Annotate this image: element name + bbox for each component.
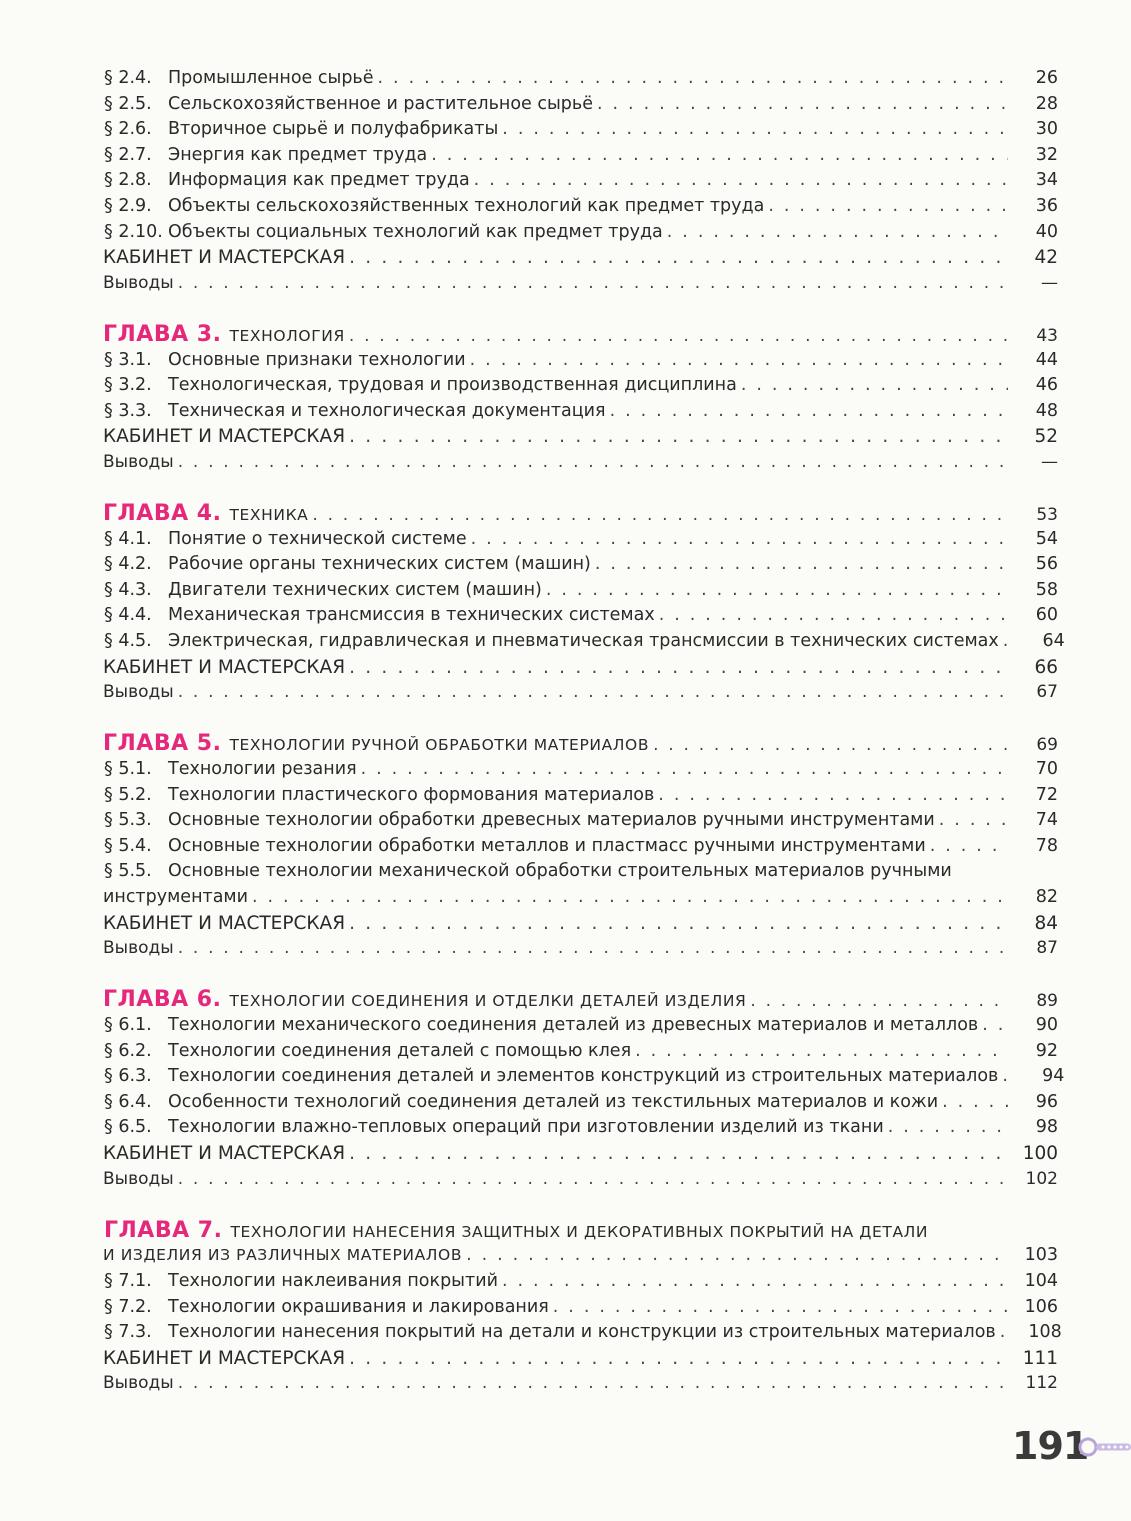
toc-page-number: 70 xyxy=(1035,759,1058,780)
section-title: Основные технологии обработки древесных материалов ручными инструментами xyxy=(168,810,935,831)
toc-cabinet-row[interactable] xyxy=(103,424,1058,450)
toc-entry[interactable] xyxy=(103,117,1058,143)
section-number: § 4.3. xyxy=(104,579,152,600)
toc-page-number: 60 xyxy=(1035,605,1058,626)
section-number: § 3.2. xyxy=(104,375,152,396)
table-of-contents xyxy=(103,66,1065,1397)
chapter-title: ТЕХНИКА xyxy=(229,506,309,525)
section-title: Объекты сельскохозяйственных технологий как предмет труда xyxy=(168,195,765,216)
section-title: Технологии окрашивания и лакирования xyxy=(168,1296,549,1317)
toc-entry[interactable] xyxy=(103,578,1058,604)
toc-page-number: 78 xyxy=(1035,835,1058,856)
section-title: Механическая трансмиссия в технических системах xyxy=(168,605,655,626)
section-title: Основные технологии обработки металлов и пластмасс ручными инструментами xyxy=(168,835,926,856)
chapter-title: ТЕХНОЛОГИИ НАНЕСЕНИЯ ЗАЩИТНЫХ И ДЕКОРАТИВНЫХ ПОКРЫТИЙ НА ДЕТАЛИ xyxy=(230,1222,929,1241)
toc-page-number: 92 xyxy=(1035,1040,1058,1061)
toc-page-number: 44 xyxy=(1035,349,1058,370)
toc-entry[interactable] xyxy=(103,1064,1065,1090)
toc-entry[interactable] xyxy=(103,1269,1058,1295)
section-title: Понятие о технической системе xyxy=(168,528,467,549)
toc-cabinet-row[interactable] xyxy=(103,1141,1058,1167)
toc-page-number: 66 xyxy=(1034,656,1058,678)
chapter-label: ГЛАВА 6. xyxy=(103,987,222,1013)
toc-cabinet-title: КАБИНЕТ И МАСТЕРСКАЯ xyxy=(103,1142,346,1164)
section-number: § 2.10. xyxy=(104,221,163,242)
toc-entry[interactable] xyxy=(103,194,1058,220)
toc-page-number: 89 xyxy=(1036,991,1058,1012)
chapter-label: ГЛАВА 4. xyxy=(103,501,222,527)
toc-summary-title: Выводы xyxy=(103,272,174,293)
toc-page-number: 42 xyxy=(1034,247,1058,269)
toc-page-number: 53 xyxy=(1036,505,1058,526)
toc-entry[interactable] xyxy=(103,603,1058,629)
toc-entry[interactable] xyxy=(103,1295,1058,1321)
corner-decoration-icon xyxy=(1077,1436,1131,1458)
toc-entry[interactable] xyxy=(103,348,1058,374)
toc-entry[interactable] xyxy=(103,1039,1058,1065)
toc-entry[interactable] xyxy=(103,757,1058,783)
section-number: § 5.3. xyxy=(104,810,152,831)
toc-entry[interactable] xyxy=(103,808,1058,834)
section-number: § 4.1. xyxy=(104,528,152,549)
toc-page-number: 82 xyxy=(1035,887,1058,907)
toc-entry-5-5-line2[interactable] xyxy=(103,885,1058,911)
toc-page-number: 46 xyxy=(1035,375,1058,396)
section-number: § 6.4. xyxy=(104,1091,152,1112)
chapter-title: ТЕХНОЛОГИИ РУЧНОЙ ОБРАБОТКИ МАТЕРИАЛОВ xyxy=(229,736,650,755)
section-number: § 2.8. xyxy=(104,170,152,191)
chapter-title: ТЕХНОЛОГИЯ xyxy=(229,326,345,345)
toc-page-number: — xyxy=(1041,272,1058,293)
section-number: § 5.2. xyxy=(104,784,152,805)
toc-entry[interactable] xyxy=(103,1090,1058,1116)
section-number: § 6.3. xyxy=(104,1066,152,1087)
section-title: Техническая и технологическая документация xyxy=(168,400,606,421)
toc-entry[interactable] xyxy=(103,373,1058,399)
toc-entry[interactable] xyxy=(103,66,1058,92)
toc-chapter-7-line2[interactable] xyxy=(103,1243,1058,1269)
section-number: § 5.1. xyxy=(104,759,152,780)
toc-page-number: 96 xyxy=(1035,1091,1058,1112)
toc-summary-row[interactable] xyxy=(103,450,1058,476)
toc-chapter-5[interactable] xyxy=(103,731,1058,757)
toc-entry[interactable] xyxy=(103,527,1058,553)
section-title: Вторичное сырьё и полуфабрикаты xyxy=(168,119,499,140)
toc-cabinet-title: КАБИНЕТ И МАСТЕРСКАЯ xyxy=(103,656,346,678)
chapter-title-continued: И ИЗДЕЛИЯ ИЗ РАЗЛИЧНЫХ МАТЕРИАЛОВ xyxy=(103,1246,463,1265)
section-number: § 4.5. xyxy=(104,631,152,652)
section-title: Информация как предмет труда xyxy=(168,170,470,191)
section-title: Технологии соединения деталей с помощью клея xyxy=(168,1040,632,1061)
section-title: Промышленное сырьё xyxy=(168,68,374,88)
chapter-title: ТЕХНОЛОГИИ СОЕДИНЕНИЯ И ОТДЕЛКИ ДЕТАЛЕЙ ИЗДЕЛИЯ xyxy=(229,992,747,1011)
section-title: Основные признаки технологии xyxy=(168,349,466,370)
toc-page-number: 40 xyxy=(1035,221,1058,242)
toc-entry[interactable] xyxy=(103,220,1058,246)
toc-page-number: 52 xyxy=(1034,426,1058,448)
toc-entry[interactable] xyxy=(103,834,1058,860)
section-number: § 4.2. xyxy=(104,554,152,575)
toc-page-number: 43 xyxy=(1036,325,1058,346)
toc-entry[interactable] xyxy=(103,92,1058,118)
toc-summary-row[interactable] xyxy=(103,271,1058,297)
section-number: § 6.1. xyxy=(104,1014,152,1035)
toc-page-number: 64 xyxy=(1042,631,1065,652)
toc-summary-row[interactable] xyxy=(103,1167,1058,1193)
toc-page-number: 100 xyxy=(1022,1142,1058,1164)
toc-cabinet-row[interactable] xyxy=(103,1346,1058,1372)
section-title: Рабочие органы технических систем (машин) xyxy=(168,554,591,575)
section-title: Технологии механического соединения деталей из древесных материалов и металлов xyxy=(168,1014,979,1035)
section-title: Технологии пластического формования материалов xyxy=(168,784,655,805)
section-number: § 2.5. xyxy=(104,93,152,114)
toc-cabinet-row[interactable] xyxy=(103,245,1058,271)
section-number: § 2.6. xyxy=(104,119,152,140)
toc-page-number: 48 xyxy=(1035,400,1058,421)
toc-entry[interactable] xyxy=(103,168,1058,194)
toc-page-number: 74 xyxy=(1035,810,1058,831)
toc-cabinet-title: КАБИНЕТ И МАСТЕРСКАЯ xyxy=(103,247,346,269)
section-title: Двигатели технических систем (машин) xyxy=(168,579,542,600)
toc-chapter-7-line1[interactable] xyxy=(103,1218,1058,1244)
section-title: Технологии влажно-тепловых операций при изготовлении изделий из ткани xyxy=(168,1117,884,1138)
toc-entry[interactable] xyxy=(103,1320,1062,1346)
section-title: Электрическая, гидравлическая и пневматическая трансмиссии в технических системах xyxy=(168,631,999,652)
toc-page-number: 58 xyxy=(1035,579,1058,600)
toc-page-number: 106 xyxy=(1024,1296,1058,1317)
toc-page-number: 54 xyxy=(1035,528,1058,549)
toc-chapter-4[interactable] xyxy=(103,501,1058,527)
toc-page-number: 36 xyxy=(1035,195,1058,216)
toc-page-number: 108 xyxy=(1028,1322,1062,1343)
section-number: § 3.3. xyxy=(104,400,152,421)
toc-entry[interactable] xyxy=(103,552,1058,578)
toc-summary-row[interactable] xyxy=(103,1371,1058,1397)
toc-page-number: 67 xyxy=(1036,682,1058,703)
toc-cabinet-row[interactable] xyxy=(103,911,1058,937)
toc-entry[interactable] xyxy=(103,629,1065,655)
toc-cabinet-title: КАБИНЕТ И МАСТЕРСКАЯ xyxy=(103,1347,346,1369)
toc-entry[interactable] xyxy=(103,1115,1058,1141)
toc-page-number: 34 xyxy=(1035,170,1058,191)
toc-entry-5-5-line1[interactable] xyxy=(103,859,1058,885)
toc-page-number: 30 xyxy=(1035,119,1058,140)
toc-page-number: 84 xyxy=(1034,912,1058,934)
toc-page-number: 26 xyxy=(1035,68,1058,88)
section-number: § 6.2. xyxy=(104,1040,152,1061)
section-number: § 2.7. xyxy=(104,144,152,165)
toc-summary-title: Выводы xyxy=(103,682,174,703)
section-number: § 7.1. xyxy=(104,1270,152,1291)
toc-page-number: 90 xyxy=(1035,1014,1058,1035)
section-number: § 7.3. xyxy=(104,1322,152,1343)
section-title: Технологии резания xyxy=(168,759,357,780)
toc-page-number: 104 xyxy=(1024,1270,1058,1291)
toc-page-number: 111 xyxy=(1022,1347,1058,1369)
toc-page-number: 103 xyxy=(1024,1245,1058,1266)
toc-entry[interactable] xyxy=(103,143,1058,169)
section-title: Технологии наклеивания покрытий xyxy=(168,1270,498,1291)
section-number: § 5.5. xyxy=(104,861,152,882)
toc-chapter-6[interactable] xyxy=(103,987,1058,1013)
section-title: Основные технологии механической обработки строительных материалов ручными xyxy=(168,861,952,882)
toc-page-number: — xyxy=(1041,451,1058,472)
section-number: § 7.2. xyxy=(104,1296,152,1317)
toc-entry[interactable] xyxy=(103,1013,1058,1039)
toc-entry[interactable] xyxy=(103,783,1058,809)
chapter-label: ГЛАВА 7. xyxy=(104,1217,223,1243)
section-title: Особенности технологий соединения деталей из текстильных материалов и кожи xyxy=(168,1091,939,1112)
toc-page-number: 72 xyxy=(1035,784,1058,805)
section-title: Технологии нанесения покрытий на детали и конструкции из строительных материалов xyxy=(168,1322,996,1343)
section-number: § 2.9. xyxy=(104,195,152,216)
toc-page-number: 32 xyxy=(1035,144,1058,165)
toc-page-number: 94 xyxy=(1042,1066,1065,1087)
toc-page-number: 69 xyxy=(1036,735,1058,756)
toc-summary-row[interactable] xyxy=(103,680,1058,706)
toc-page-number: 87 xyxy=(1036,938,1058,959)
section-number: § 4.4. xyxy=(104,605,152,626)
section-title: Энергия как предмет труда xyxy=(168,144,428,165)
section-title-continued: инструментами xyxy=(103,887,248,907)
toc-cabinet-title: КАБИНЕТ И МАСТЕРСКАЯ xyxy=(103,426,346,448)
toc-summary-row[interactable] xyxy=(103,936,1058,962)
section-title: Сельскохозяйственное и растительное сырьё xyxy=(168,93,593,114)
page-number: 191 xyxy=(1012,1424,1089,1468)
toc-entry[interactable] xyxy=(103,399,1058,425)
section-number: § 5.4. xyxy=(104,835,152,856)
toc-cabinet-title: КАБИНЕТ И МАСТЕРСКАЯ xyxy=(103,912,346,934)
section-number: § 6.5. xyxy=(104,1117,152,1138)
toc-page-number: 56 xyxy=(1035,554,1058,575)
toc-summary-title: Выводы xyxy=(103,1373,174,1394)
chapter-label: ГЛАВА 3. xyxy=(103,321,222,347)
toc-summary-title: Выводы xyxy=(103,938,174,959)
toc-page-number: 98 xyxy=(1035,1117,1058,1138)
section-number: § 3.1. xyxy=(104,349,152,370)
toc-page-number: 102 xyxy=(1025,1168,1058,1189)
toc-cabinet-row[interactable] xyxy=(103,655,1058,681)
toc-chapter-3[interactable] xyxy=(103,322,1058,348)
chapter-label: ГЛАВА 5. xyxy=(103,731,222,757)
section-title: Технологии соединения деталей и элементов конструкций из строительных материалов xyxy=(168,1066,999,1087)
section-number: § 2.4. xyxy=(104,68,152,88)
section-title: Объекты социальных технологий как предмет труда xyxy=(168,221,663,242)
toc-page-number: 112 xyxy=(1025,1373,1058,1394)
toc-page-number: 28 xyxy=(1035,93,1058,114)
section-title: Технологическая, трудовая и производственная дисциплина xyxy=(168,375,737,396)
toc-summary-title: Выводы xyxy=(103,451,174,472)
toc-summary-title: Выводы xyxy=(103,1168,174,1189)
